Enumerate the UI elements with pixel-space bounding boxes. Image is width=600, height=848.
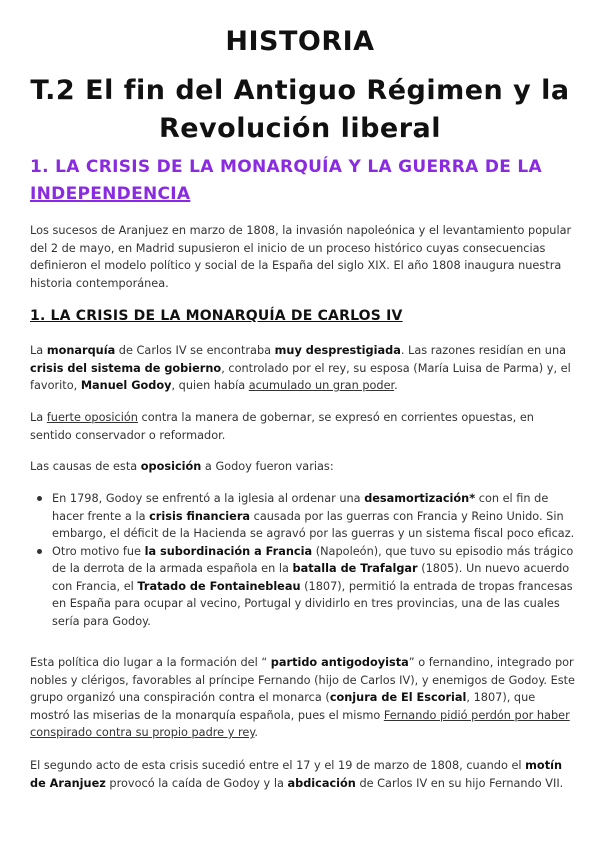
- document-subtitle: [0, 72, 600, 148]
- underlined-phrase: acumulado un gran poder: [248, 379, 395, 392]
- subtitle-line-2: Revolución liberal: [158, 113, 442, 144]
- bullet-icon: [37, 496, 42, 501]
- section-heading: [30, 154, 575, 208]
- list-item: En 1798, Godoy se enfrentó a la iglesia al ordenar una desamortización* con el fin de hacer frente a la crisis financiera causada por las guerras con Francia y Reino Unido. Sin embargo, el déficit de la Hacienda se agravó por las guerras y un sistema fiscal poco eficaz.: [30, 490, 575, 543]
- bullet-icon: [37, 549, 42, 554]
- document-title: HISTORIA: [225, 26, 375, 57]
- intro-paragraph: Los sucesos de Aranjuez en marzo de 1808, la invasión napoleónica y el levantamiento popular del 2 de mayo, en Madrid supusieron el inicio de un proceso histórico cuyas consecuencias definieron el modelo político y social de la España del siglo XIX. El año 1808 inaugura nuestra historia contemporánea.: [30, 224, 572, 290]
- subsection-heading: 1. LA CRISIS DE LA MONARQUÍA DE CARLOS IV: [30, 308, 403, 324]
- underlined-phrase: Fernando pidió perdón por haber conspirado contra su propio padre y rey: [30, 708, 570, 739]
- underlined-phrase: fuerte oposición: [46, 411, 138, 424]
- paragraph-partido: Esta política dio lugar a la formación del “ partido antigodoyista” o fernandino, integrado por nobles y clérigos, favorables al príncipe Fernando (hijo de Carlos IV), y enemigos de Godoy. Este grupo organizó una conspiración contra el monarca (conjura de El Escorial, 1807), que mostró las miserias de la monarquía española, pues el mismo Fernando pidió perdón por haber conspirado contra su propio padre y rey.: [30, 656, 575, 739]
- subtitle-line-1: T.2 El fin del Antiguo Régimen y la: [30, 75, 570, 106]
- section-heading-line-1: 1. LA CRISIS DE LA MONARQUÍA Y LA GUERRA DE LA: [30, 157, 542, 177]
- section-heading-line-2: INDEPENDENCIA: [30, 184, 191, 204]
- paragraph-monarquia: La monarquía de Carlos IV se encontraba muy desprestigiada. Las razones residían en una crisis del sistema de gobierno, controlado por el rey, su esposa (María Luisa de Parma) y, el favorito, Manuel Godoy, quien había acumulado un gran poder.: [30, 344, 571, 392]
- paragraph-motin: El segundo acto de esta crisis sucedió entre el 17 y el 19 de marzo de 1808, cuando el motín de Aranjuez provocó la caída de Godoy y la abdicación de Carlos IV en su hijo Fernando VII.: [30, 759, 564, 790]
- paragraph-causas: Las causas de esta oposición a Godoy fueron varias:: [30, 460, 334, 473]
- causes-list: [30, 490, 575, 630]
- paragraph-oposicion: La fuerte oposición contra la manera de gobernar, se expresó en corrientes opuestas, en sentido conservador o reformador.: [30, 411, 534, 442]
- list-item: Otro motivo fue la subordinación a Francia (Napoleón), que tuvo su episodio más trágico de la derrota de la armada española en la batalla de Trafalgar (1805). Un nuevo acuerdo con Francia, el Tratado de Fontainebleau (1807), permitió la entrada de tropas francesas en España para ocupar al vecino, Portugal y dividirlo en tres provincias, una de las cuales sería para Godoy.: [30, 543, 575, 631]
